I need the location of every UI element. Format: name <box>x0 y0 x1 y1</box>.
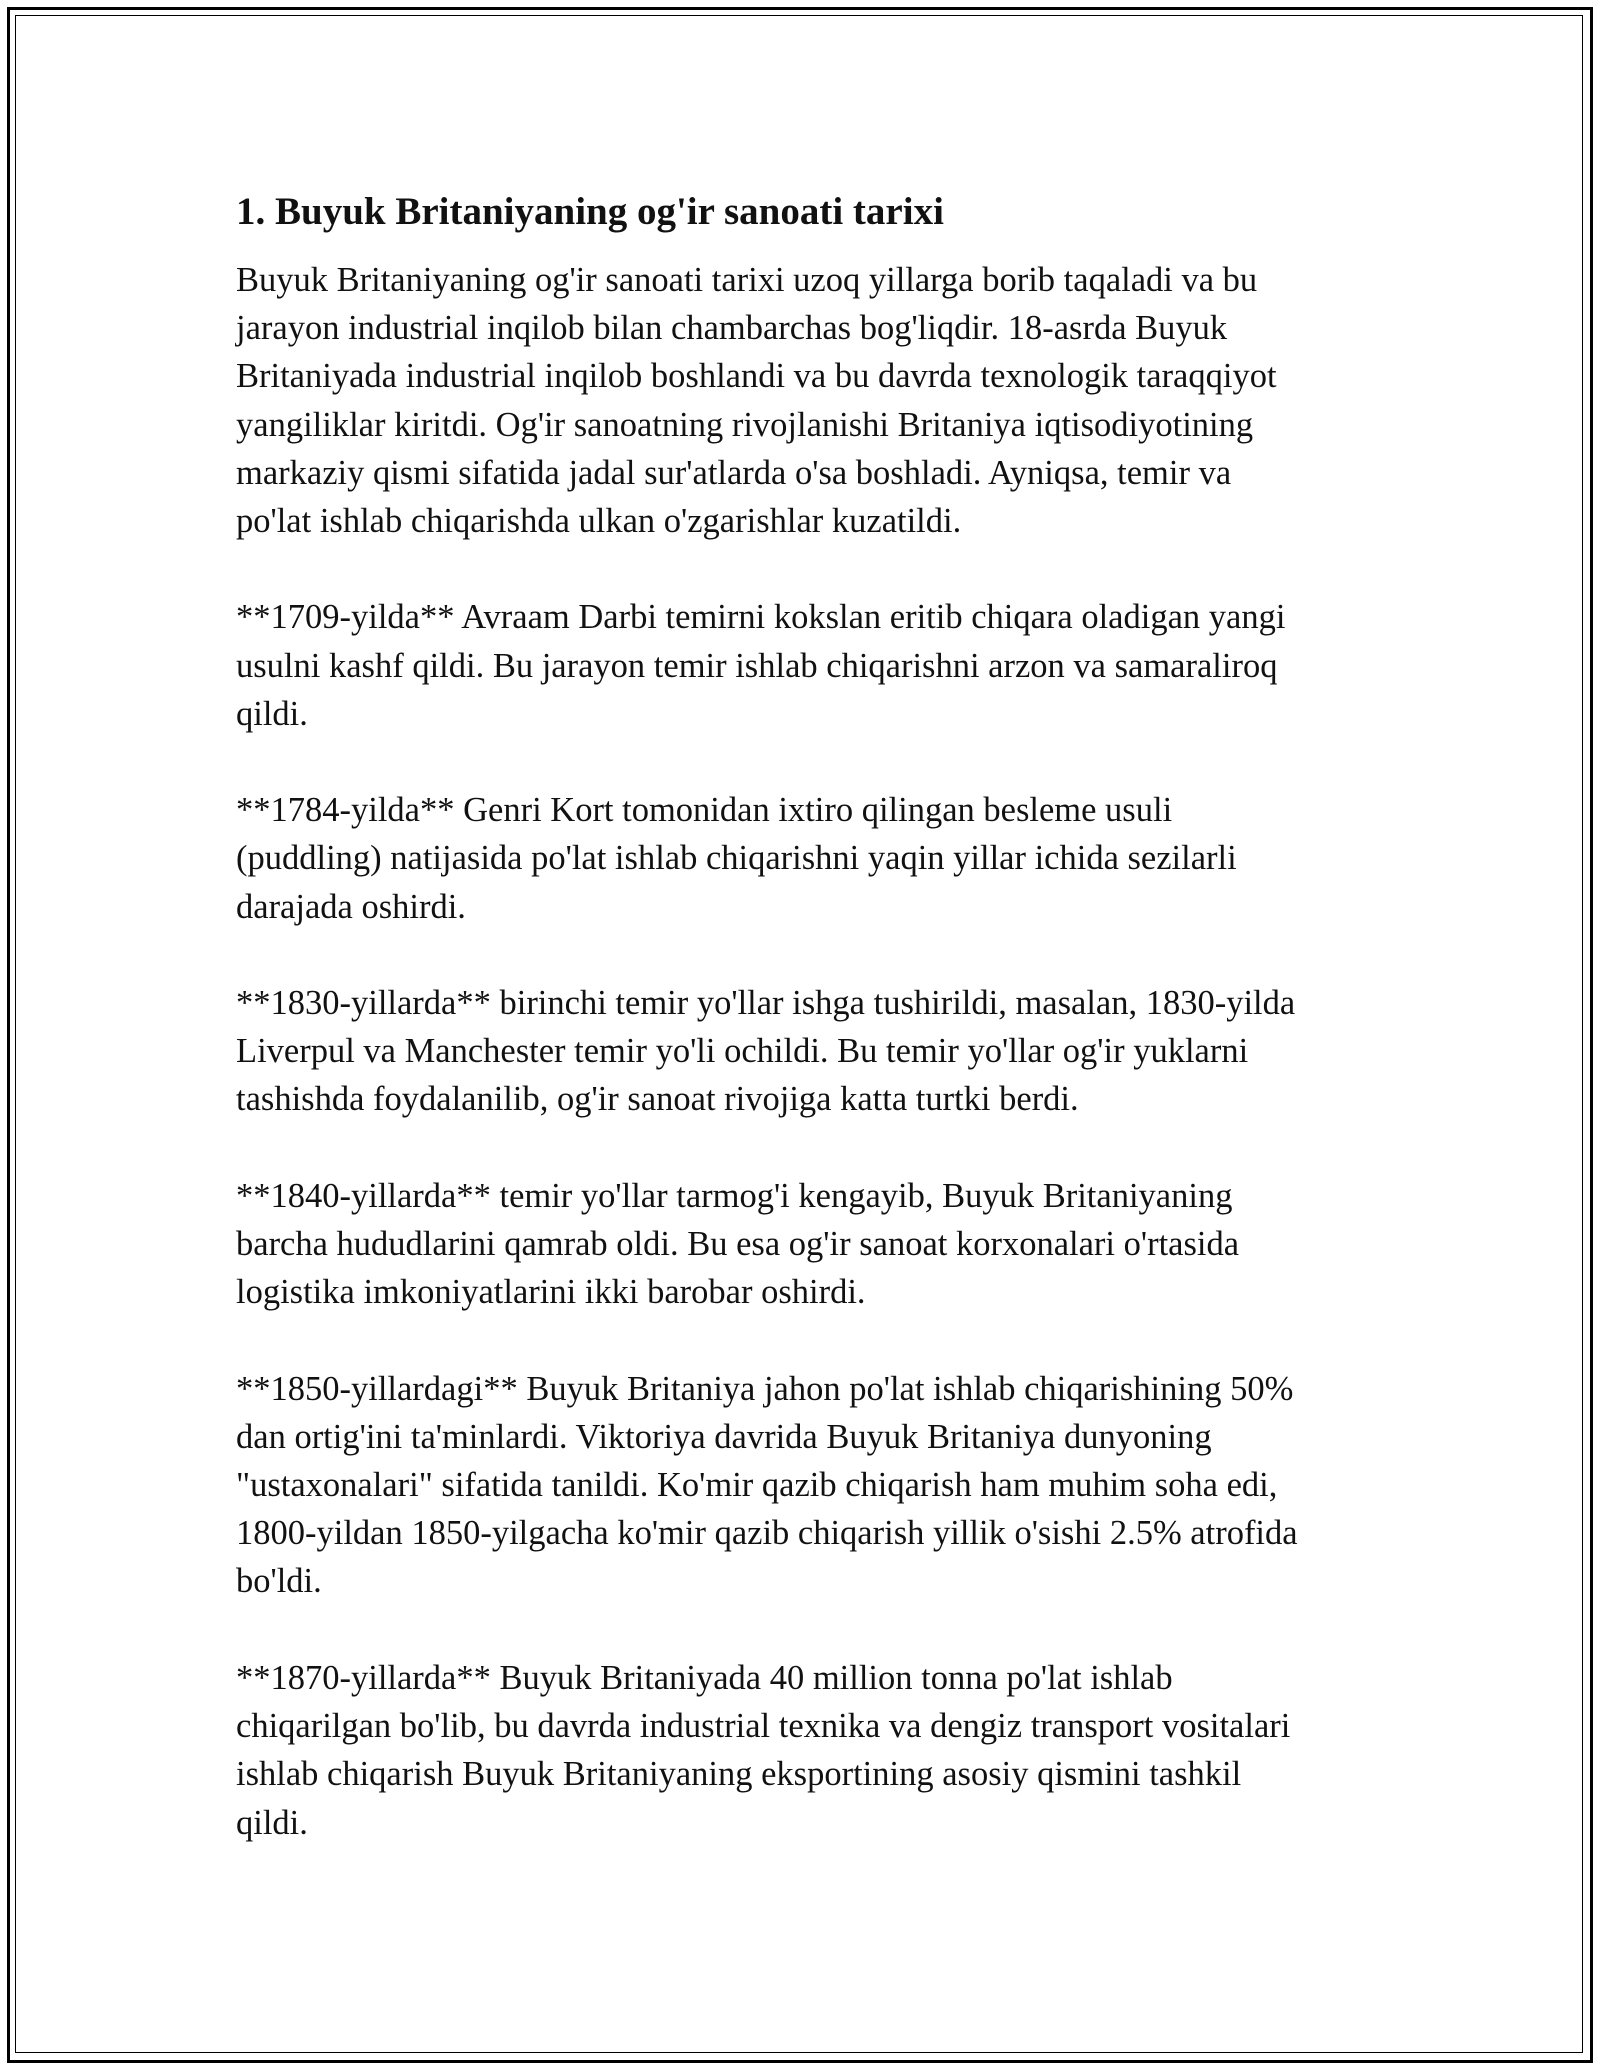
document-content <box>236 186 1366 1847</box>
document-title: 1. Buyuk Britaniyaning og'ir sanoati tarixi <box>236 190 944 233</box>
document-body: Buyuk Britaniyaning og'ir sanoati tarixi uzoq yillarga borib taqaladi va bu jarayon industrial inqilob bilan chambarchas bog'liqdir. 18-asrda Buyuk Britaniyada industrial inqilob boshlandi va bu davrda texnologik taraqqiyot yangiliklar kiritdi. Og'ir sanoatning rivojlanishi Britaniya iqtisodiyotining markaziy qismi sifatida jadal sur'atlarda o'sa boshladi. Ayniqsa, temir va po'lat ishlab chiqarishda ulkan o'zgarishlar kuzatildi. **1709-yilda** Avraam Darbi temirni kokslan eritib chiqara oladigan yangi usulni kashf qildi. Bu jarayon temir ishlab chiqarishni arzon va samaraliroq qildi. **1784-yilda** Genri Kort tomonidan ixtiro qilingan besleme usuli (puddling) natijasida po'lat ishlab chiqarishni yaqin yillar ichida sezilarli darajada oshirdi. **1830-yillarda** birinchi temir yo'llar ishga tushirildi, masalan, 1830-yilda Liverpul va Manchester temir yo'li ochildi. Bu temir yo'llar og'ir yuklarni tashishda foydalanilib, og'ir sanoat rivojiga katta turtki berdi. **1840-yillarda** temir yo'llar tarmog'i kengayib, Buyuk Britaniyaning barcha hududlarini qamrab oldi. Bu esa og'ir sanoat korxonalari o'rtasida logistika imkoniyatlarini ikki barobar oshirdi. **1850-yillardagi** Buyuk Britaniya jahon po'lat ishlab chiqarishining 50% dan ortig'ini ta'minlardi. Viktoriya davrida Buyuk Britaniya dunyoning "ustaxonalari" sifatida tanildi. Ko'mir qazib chiqarish ham muhim soha edi, 1800-yildan 1850-yilgacha ko'mir qazib chiqarish yillik o'sishi 2.5% atrofida bo'ldi. **1870-yillarda** Buyuk Britaniyada 40 million tonna po'lat ishlab chiqarilgan bo'lib, bu davrda industrial texnika va dengiz transport vositalari ishlab chiqarish Buyuk Britaniyaning eksportining asosiy qismini tashkil qildi. <box>236 261 1298 1842</box>
